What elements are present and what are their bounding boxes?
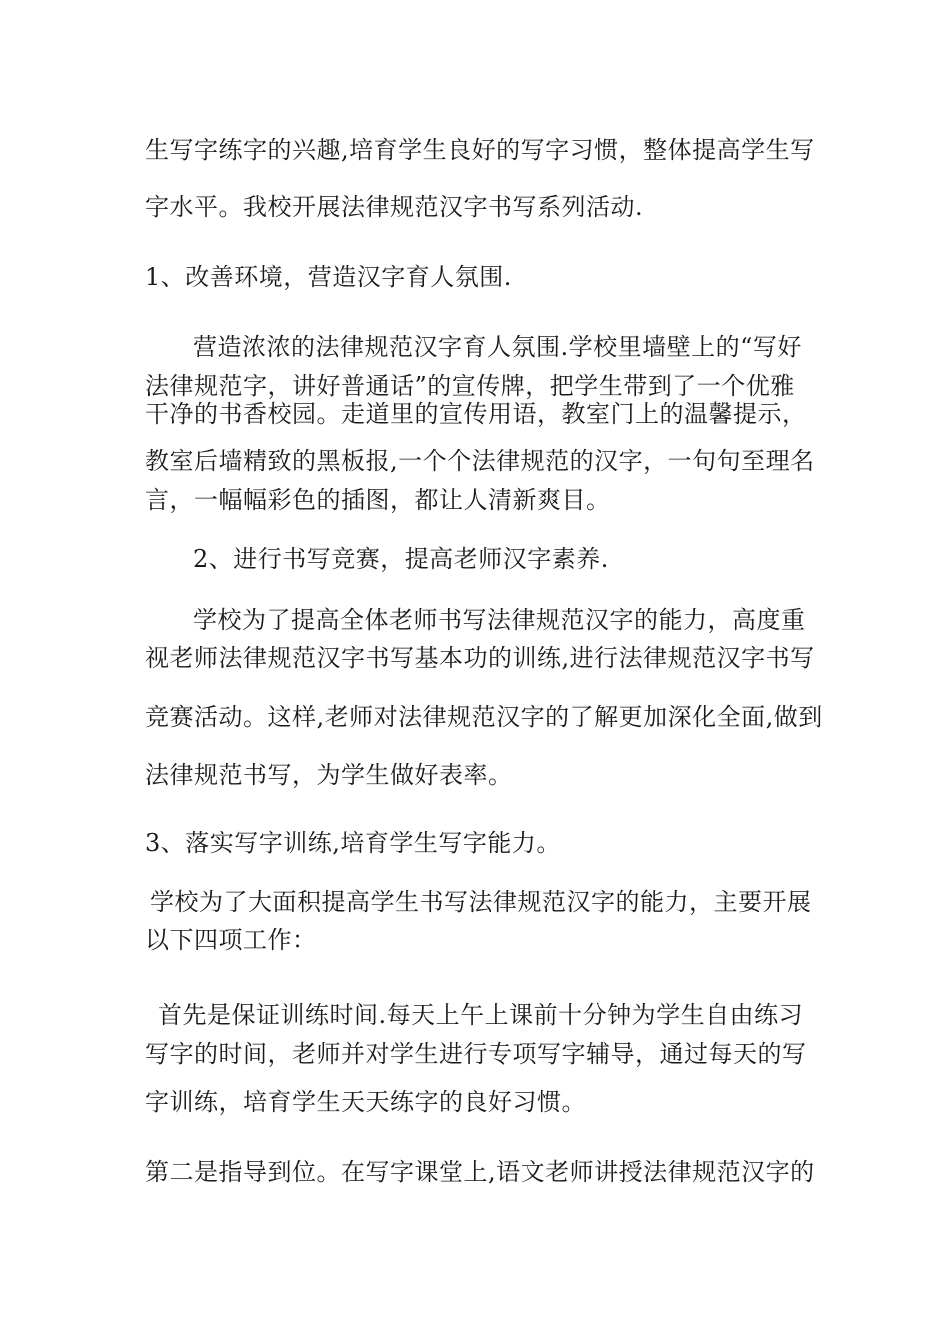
paragraph-line: 法律规范字，讲好普通话”的宣传牌，把学生带到了一个优雅: [145, 372, 795, 400]
paragraph-line: 生写字练字的兴趣,培育学生良好的写字习惯，整体提高学生写: [145, 136, 815, 164]
paragraph-line: 以下四项工作：: [145, 926, 317, 954]
paragraph-line: 学校为了大面积提高学生书写法律规范汉字的能力，主要开展: [150, 888, 812, 916]
paragraph-line: 学校为了提高全体老师书写法律规范汉字的能力，高度重: [193, 606, 806, 634]
paragraph-line: 竞赛活动。这样,老师对法律规范汉字的了解更加深化全面,做到: [145, 703, 823, 731]
paragraph-line: 写字的时间，老师并对学生进行专项写字辅导，通过每天的写: [145, 1040, 807, 1068]
paragraph-line: 教室后墙精致的黑板报,一个个法律规范的汉字，一句句至理名: [145, 447, 815, 475]
section-heading: 3、落实写字训练,培育学生写字能力。: [145, 829, 561, 857]
paragraph-line: 第二是指导到位。在写字课堂上,语文老师讲授法律规范汉字的: [145, 1158, 815, 1186]
section-heading: 2、进行书写竞赛，提高老师汉字素养.: [193, 545, 609, 573]
paragraph-line: 字水平。我校开展法律规范汉字书写系列活动.: [145, 193, 644, 221]
paragraph-line: 法律规范书写，为学生做好表率。: [145, 761, 513, 789]
paragraph-line: 首先是保证训练时间.每天上午上课前十分钟为学生自由练习: [158, 1001, 804, 1029]
section-heading: 1、改善环境，营造汉字育人氛围.: [145, 263, 512, 291]
paragraph-line: 字训练，培育学生天天练字的良好习惯。: [145, 1088, 586, 1116]
paragraph-line: 干净的书香校园。走道里的宣传用语，教室门上的温馨提示，: [145, 400, 807, 428]
paragraph-line: 营造浓浓的法律规范汉字育人氛围.学校里墙壁上的“写好: [193, 333, 802, 361]
paragraph-line: 视老师法律规范汉字书写基本功的训练,进行法律规范汉字书写: [145, 644, 815, 672]
paragraph-line: 言，一幅幅彩色的插图，都让人清新爽目。: [145, 486, 611, 514]
